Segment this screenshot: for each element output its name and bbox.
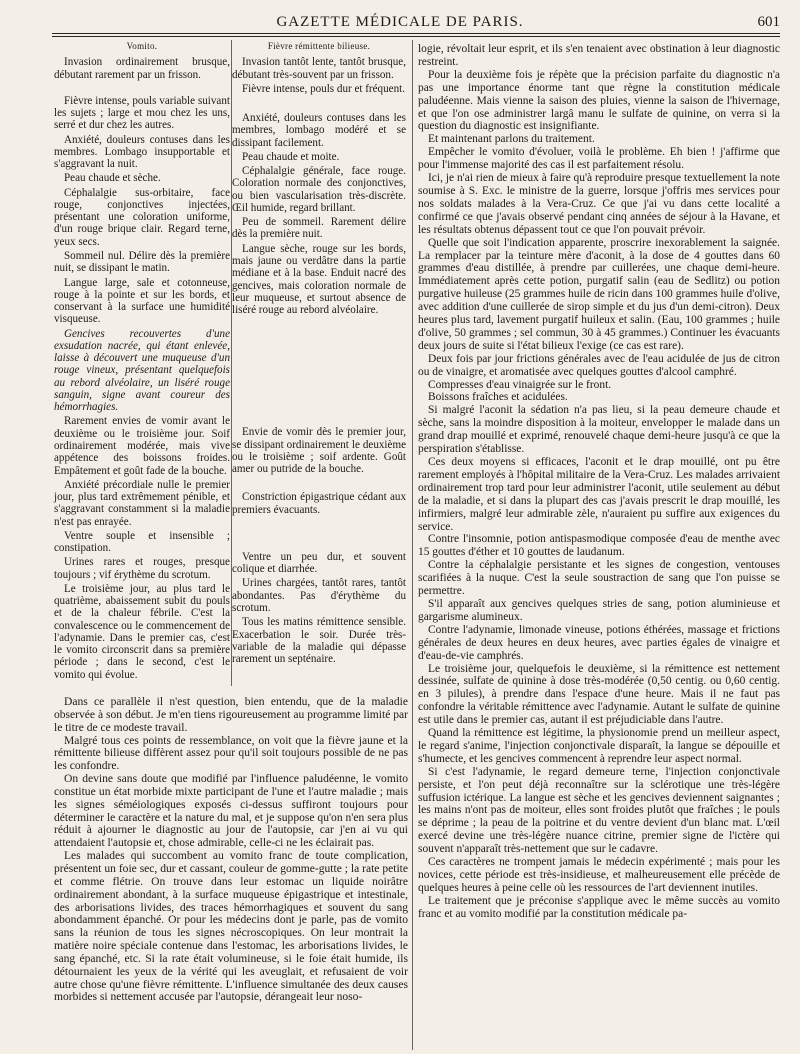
paragraph: Tous les matins rémittence sensible. Exacerbation le soir. Durée très-variable de la maladie qui dépasse rarement un septénaire. [232,616,406,666]
paragraph: Anxiété, douleurs contuses dans les membres, lombago modéré et se dissipant facilement. [232,112,406,149]
paragraph: Invasion ordinairement brusque, débutant rarement par un frisson. [54,56,230,81]
paragraph: Deux fois par jour frictions générales avec de l'eau acidulée de jus de citron ou de vinaigre, et aromatisée avec quelques gouttes d'alcool camphré. [418,352,780,378]
paragraph: Empêcher le vomito d'évoluer, voilà le problème. Eh bien ! j'affirme que pour l'immense majorité des cas il est parfaitement résolu. [418,146,780,172]
paragraph: Gencives recouvertes d'une exsudation nacrée, qui étant enlevée, laisse à découvert une muqueuse d'un rouge vineux, présentant quelquefois au rebord alvéolaire, un liséré rouge sanguin, signe avant coureur des hémorrhagies. [54,327,230,414]
body-text-right [418,43,780,921]
paragraph: Anxiété, douleurs contuses dans les membres. Lombago insupportable et s'aggravant la nuit. [54,133,230,171]
column-heading-fievre: Fièvre rémittente bilieuse. [267,41,371,51]
paragraph: Rarement envies de vomir avant le deuxième ou le troisième jour. Soif ordinairement modérée, mais vive appétence des boissons froides. Empâtement et goût fade de la bouche. [54,415,230,477]
column-divider-main [412,40,413,1050]
page-number: 601 [757,14,780,30]
paragraph: Invasion tantôt lente, tantôt brusque, débutant très-souvent par un frisson. [232,56,406,81]
paragraph: Dans ce parallèle il n'est question, bien entendu, que de la maladie observée à son début. Je m'en tiens rigoureusement au programme limité par le titre de ce modeste travail. [54,696,408,734]
paragraph: Ces deux moyens si efficaces, l'aconit et le drap mouillé, ont pu être rarement employés à l'hôpital militaire de la Vera-Cruz. Les malades arrivaient ordinairement trop tard pour leur administrer l'aconit, utile seulement au début de la maladie, et si dans la plupart des cas j'avais prescrit le drap mouillé, les infirmiers, malgré leur admirable zèle, n'auraient pu suffire aux exigences du service. [418,456,780,533]
paragraph: Quand la rémittence est légitime, la physionomie prend un meilleur aspect, le regard s'anime, l'injection conjonctivale disparaît, la langue se dépouille et s'humecte, et les gencives commencent à reprendre leur aspect normal. [418,727,780,765]
paragraph: Contre la céphalalgie persistante et les signes de congestion, ventouses scarifiées à la nuque. C'est la seule soustraction de sang que l'on puisse se permettre. [418,559,780,598]
paragraph: Fièvre intense, pouls dur et fréquent. [242,82,405,95]
paragraph: Peau chaude et sèche. [64,172,161,185]
paragraph: Ces caractères ne trompent jamais le médecin expérimenté ; mais pour les novices, cette période est très-insidieuse, et malheureusement elle précède de quelques heures à peine celle où les ressources de l'art deviennent inutiles. [418,856,780,894]
paragraph: Constriction épigastrique cédant aux premiers évacuants. [232,491,406,516]
paragraph: On devine sans doute que modifié par l'influence paludéenne, le vomito constitue un état morbide mixte participant de l'une et l'autre maladie ; mais les signes séméiologiques exposés ci-dessus suffiront toujours pour déterminer le caractère et la nature du mal, et je suppose qu'on n'en sera plus réduit à ajourner le diagnostic au jour de l'autopsie, car j'en ai vu qui attendaient l'autopsie et, chose admirable, celle-ci ne les éclairait pas. [54,773,408,850]
paragraph: Quelle que soit l'indication apparente, proscrire inexorablement la saignée. La remplacer par la teinture mère d'aconit, à la dose de 4 gouttes dans 60 grammes d'eau distillée, à prendre par cuillerées, une chaque demi-heure. Immédiatement après cette potion, purgatif salin (eau de Sedlitz) ou potion purgative huileuse (25 grammes huile de ricin dans 100 grammes huile d'olive, avec addition d'une cuillerée de sirop simple et du jus d'un demi-citron). Deux heures plus tard, lavement purgatif huileux et salin. (Eau, 100 grammes ; huile d'olive, 50 grammes ; sel commun, 30 à 45 grammes.) Continuer les évacuants deux jours de suite si l'état bilieux l'exige (ce cas est rare). [418,236,780,352]
body-text-left [54,696,408,1004]
paragraph: Urines chargées, tantôt rares, tantôt abondantes. Pas d'érythème du scrotum. [232,577,406,614]
paragraph: Le troisième jour, au plus tard le quatrième, abaissement subit du pouls et de la chaleur fébrile. C'est la convalescence ou le commencement de l'adynamie. Dans le premier cas, c'est le vomito circonscrit dans sa première période ; dans le second, c'est le vomito qui évolue. [54,582,230,681]
paragraph: Langue large, sale et cotonneuse, rouge à la pointe et sur les bords, et conservant à la surface une humidité visqueuse. [54,276,230,326]
paragraph: Le traitement que je préconise s'applique avec le même succès au vomito franc et au vomito modifié par la constitution médicale pa- [418,894,780,920]
paragraph: Les malades qui succombent au vomito franc de toute complication, présentent un foie sec, dur et cassant, couleur de gomme-gutte ; la rate petite et comme flétrie. On trouve dans leur estomac un liquide noirâtre ordinairement abondant, à la surface muqueuse épigastrique et intestinale, des arborisations livides, des traces hémorrhagiques et souvent du sang abondamment épanché. Or pour les médecins dont je parle, pas de vomito sans la réunion de tous les signes nécroscopiques. On leur montrait la matière noire spéciale contenue dans l'estomac, les arborisations livides, le sang épanché, etc. Si la rate était volumineuse, si le foie était humide, ils détournaient les yeux de la vérité qui les aveuglait, et refusaient de voir autre chose qu'une fièvre rémittente. L'influence simultanée des deux causes morbides si nettement accusée par l'autopsie, dérangeait leur noso- [54,850,408,1004]
paragraph: Contre l'adynamie, limonade vineuse, potions éthérées, massage et frictions générales de deux heures en deux heures, avec parties égales de vinaigre et d'eau-de-vie camphrés. [418,623,780,662]
header-rule [52,33,780,34]
paragraph: Le troisième jour, quelquefois le deuxième, si la rémittence est nettement dessinée, sulfate de quinine à dose très-modérée (0,50 centig. ou 0,60 centig. en 3 pilules), à prendre dans l'espace d'une heure. Mais il ne faut pas confondre la véritable rémittence avec l'adynamie. Autant le sulfate de quinine est utile dans le premier cas, autant il est préjudiciable dans l'autre. [418,662,780,727]
paragraph: Et maintenant parlons du traitement. [428,133,595,146]
paragraph: Peau chaude et moite. [242,150,340,163]
paragraph: Ici, je n'ai rien de mieux à faire qu'à reproduire presque textuellement la note soumise à S. Exc. le ministre de la guerre, lorsque j'offris mes services pour nos soldats malades à la Vera-Cruz. Ce que j'ai vu dans cette localité a confirmé ce que j'avais observé pendant cinq années de séjour à la Havane, et les résultats obtenus dépassent tout ce que l'on pouvait prévoir. [418,172,780,236]
paragraph: Anxiété précordiale nulle le premier jour, plus tard extrêmement pénible, et s'aggravant constamment si la maladie n'est pas enrayée. [54,478,230,528]
paragraph: logie, révoltait leur esprit, et ils s'en tenaient avec obstination à leur diagnostic restreint. [418,43,780,68]
paragraph: Urines rares et rouges, presque toujours ; vif érythème du scrotum. [54,556,230,581]
paragraph: Ventre souple et insensible ; constipation. [54,529,230,555]
column-fievre-remittente [232,40,406,667]
paragraph: S'il apparaît aux gencives quelques stries de sang, potion aluminieuse et gargarisme alumineux. [418,597,780,623]
column-heading-vomito: Vomito. [126,41,158,51]
header-rule-thin [52,36,780,37]
paragraph: Boissons fraîches et acidulées. [428,391,568,404]
paragraph: Fièvre intense, pouls variable suivant les sujets ; large et mou chez les uns, serré et dur chez les autres. [54,94,230,132]
paragraph: Peu de sommeil. Rarement délire dès la première nuit. [232,216,406,241]
paragraph: Céphalalgie sus-orbitaire, face rouge, conjonctives injectées, présentant une coloration uniforme, d'un rouge brique clair. Regard terne, yeux secs. [54,186,230,248]
paragraph: Sommeil nul. Délire dès la première nuit, se dissipant le matin. [54,249,230,275]
paragraph: Langue sèche, rouge sur les bords, mais jaune ou verdâtre dans la partie médiane et à la base. Enduit nacré des gencives, mais coloration normale de leur muqueuse, et surtout absence de liséré rouge au rebord alvéolaire. [232,242,406,317]
paragraph: Malgré tous ces points de ressemblance, on voit que la fièvre jaune et la rémittente bilieuse diffèrent assez pour qu'il soit toujours possible de ne pas les confondre. [54,734,408,773]
paragraph: Céphalalgie générale, face rouge. Coloration normale des conjonctives, ou bien vascularisation très-discrète. Œil humide, regard brillant. [232,165,406,214]
paragraph: Envie de vomir dès le premier jour, se dissipant ordinairement le deuxième ou le troisième ; soif ardente. Goût amer ou putride de la bouche. [232,426,406,476]
column-vomito [54,40,230,683]
paragraph: Si c'est l'adynamie, le regard demeure terne, l'injection conjonctivale persiste, et l'on peut déjà reconnaître sur la sclérotique une très-légère suffusion ictérique. La langue est sèche et les gencives deviennent saignantes ; les mains n'ont pas de moiteur, elles sont froides plutôt que fraîches ; le pouls se déprime ; la peau de la poitrine et du ventre devient d'un blanc mat. L'œil exercé devine une très-légère nuance citrine, premier signe de l'ictère qui souvent n'apparaît très-nettement que sur le cadavre. [418,765,780,856]
paragraph: Contre l'insomnie, potion antispasmodique composée d'eau de menthe avec 15 gouttes d'éther et 10 gouttes de laudanum. [418,533,780,559]
running-header-title: GAZETTE MÉDICALE DE PARIS. [276,14,524,30]
paragraph: Ventre un peu dur, et souvent colique et diarrhée. [232,550,406,576]
paragraph: Si malgré l'aconit la sédation n'a pas lieu, si la peau demeure chaude et sèche, sans la moindre disposition à la moiteur, envelopper le malade dans un grand drap mouillé et exprimé, renouvelé chaque demi-heure jusqu'à ce que la perspiration s'établisse. [418,404,780,456]
paragraph: Pour la deuxième fois je répète que la précision parfaite du diagnostic n'a pas une importance énorme tant que règne la constitution médicale paludéenne. Mais vienne la saison des pluies, vienne la saison de l'hivernage, et que l'on ose administrer largâ manu le sulfate de quinine, on verra si la question du diagnostic est insignifiante. [418,68,780,133]
paragraph: Compresses d'eau vinaigrée sur le front. [428,378,612,391]
